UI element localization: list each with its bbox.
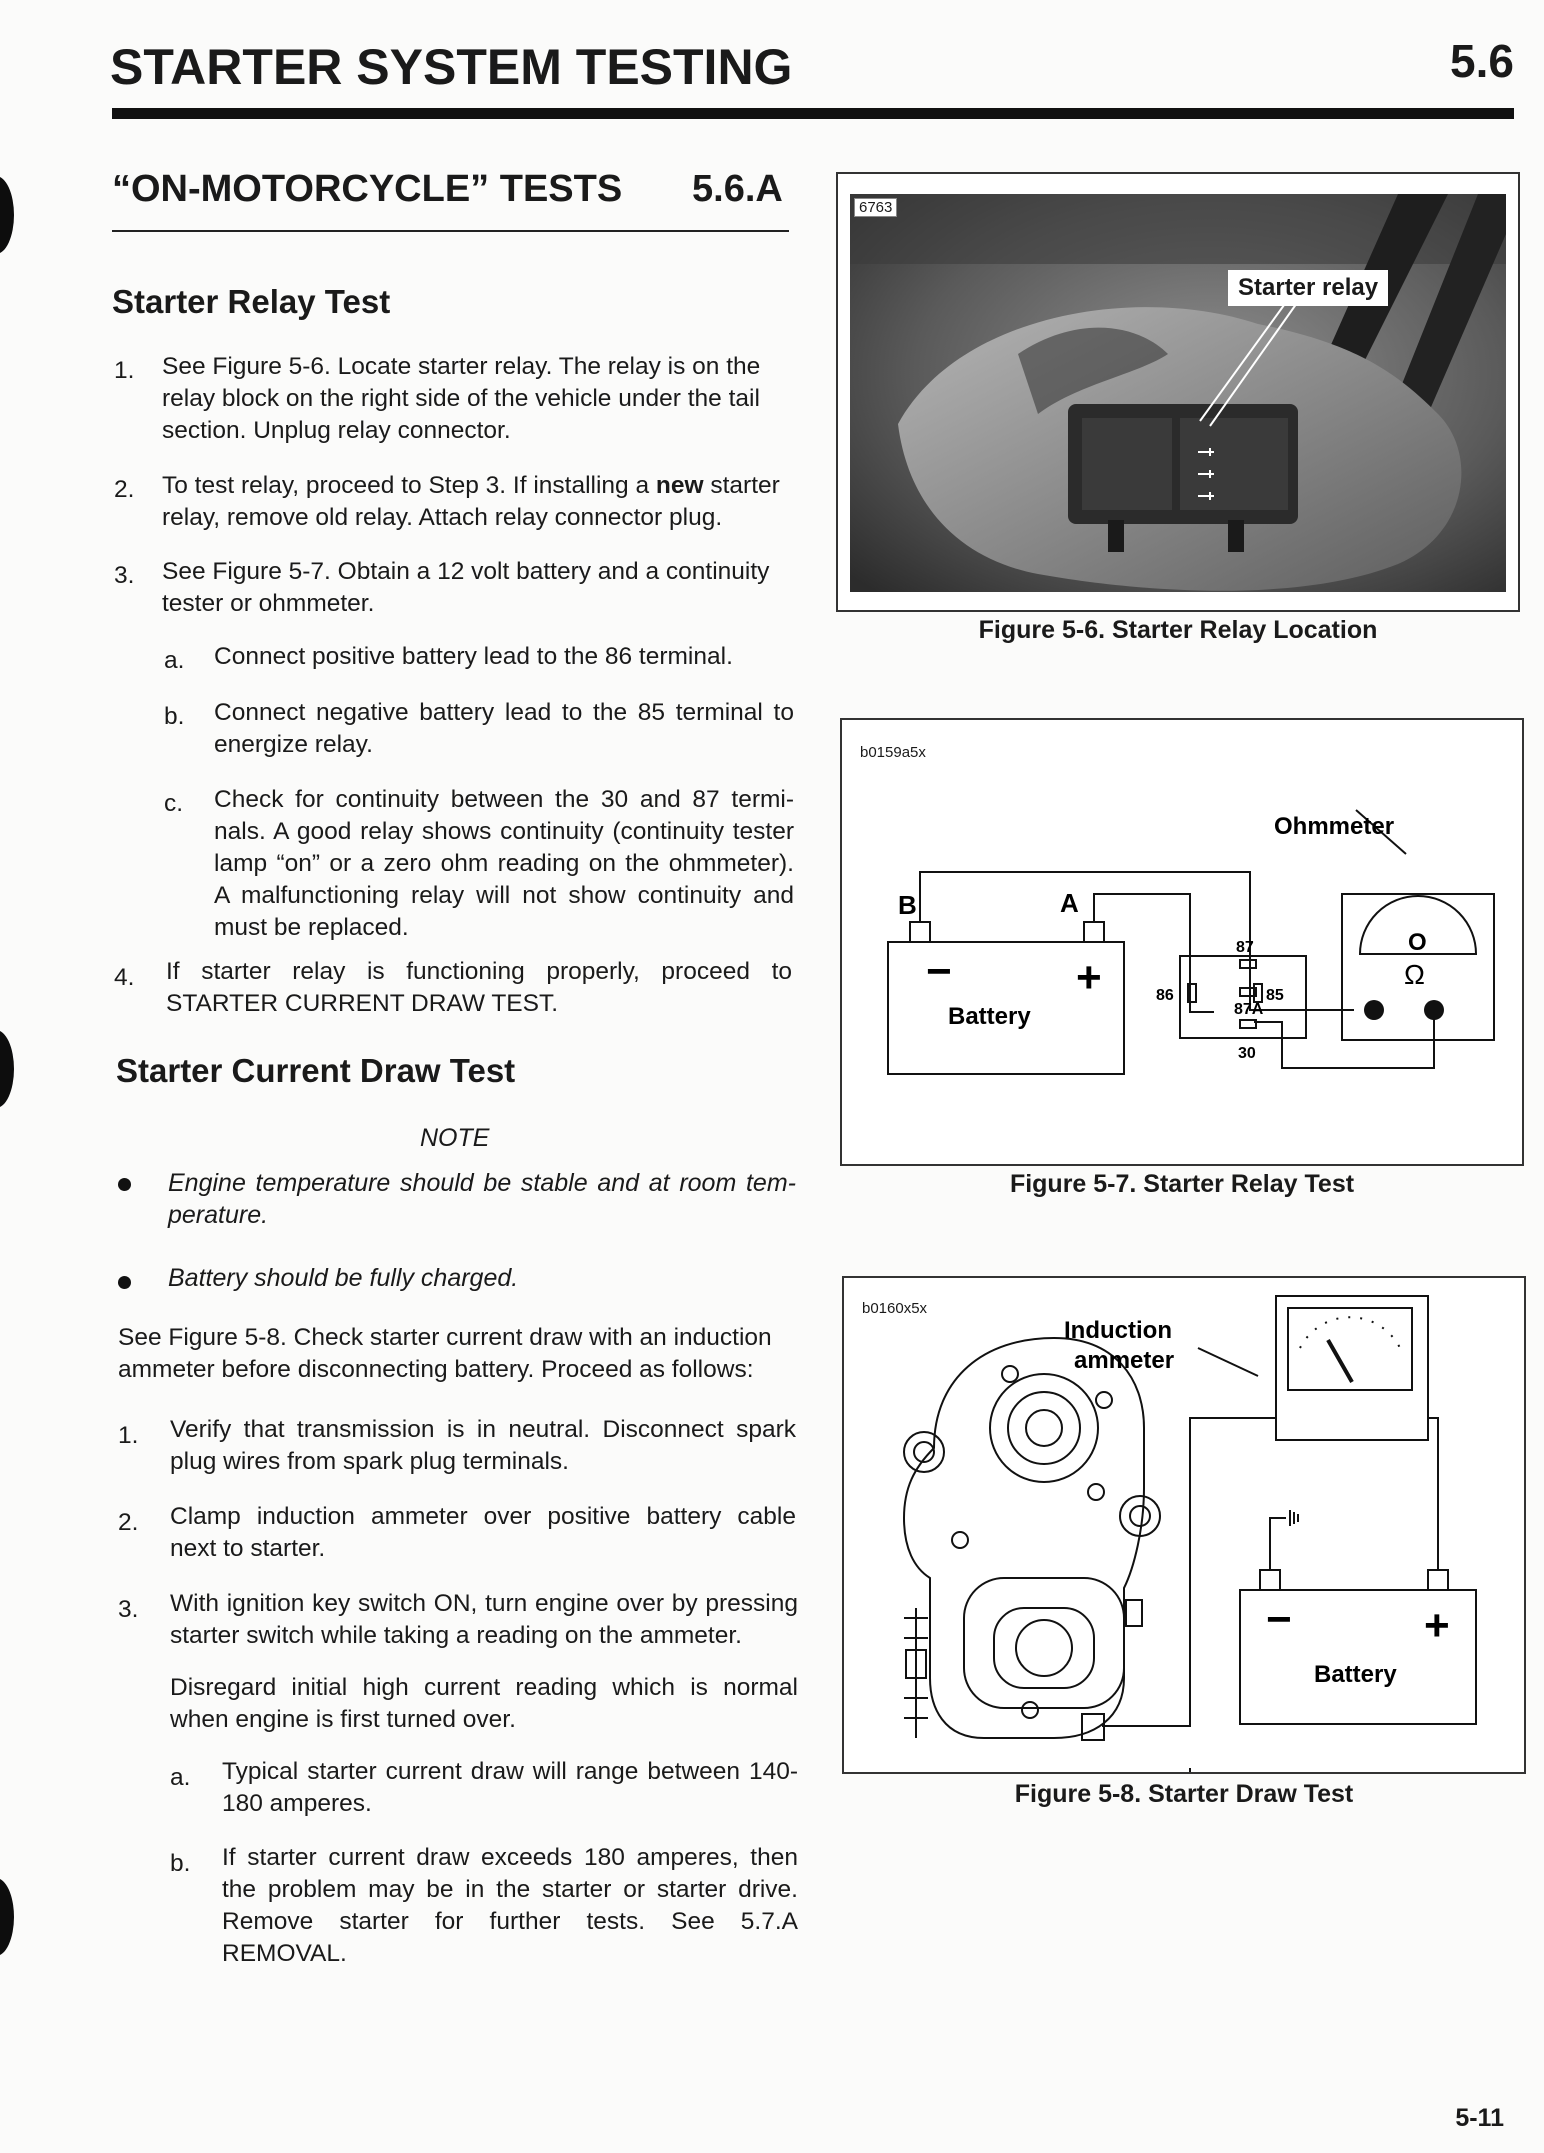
text-line: 180 amperes.	[222, 1790, 372, 1817]
text-line: must be replaced.	[214, 914, 409, 941]
step-number: 2.	[114, 476, 135, 503]
figure-5-8	[842, 1276, 1526, 1774]
note-2: Battery should be fully charged.	[168, 1264, 519, 1292]
text-line: ammeter before disconnecting battery. Proceed as follows:	[118, 1356, 754, 1383]
ohmmeter-label: Ohmmeter	[1274, 813, 1395, 840]
draw-test-diagram	[844, 1278, 1524, 1772]
step-number: 4.	[114, 964, 135, 991]
step-number: 3.	[114, 562, 135, 589]
binder-hole	[0, 176, 14, 254]
draw-substep-a	[222, 1756, 798, 1820]
page-number: 5-11	[1455, 2104, 1504, 2132]
draw-step-1	[170, 1414, 796, 1478]
binder-hole	[0, 1878, 14, 1956]
draw-substep-b	[222, 1842, 798, 1970]
relay-test-heading: Starter Relay Test	[112, 283, 391, 320]
substep-letter: b.	[170, 1850, 191, 1877]
meter-o-label: O	[1408, 929, 1427, 956]
relay-step-3	[162, 556, 802, 620]
draw-step-3	[170, 1588, 798, 1652]
terminal-a-label: A	[1060, 888, 1079, 918]
relay-substep-a	[214, 641, 794, 673]
text-line: plug wires from spark plug terminals.	[170, 1448, 569, 1475]
text-line: Remove starter for further tests. See 5.7.A	[222, 1908, 798, 1935]
figure-tag: 6763	[854, 198, 897, 217]
text-line: the problem may be in the starter or starter drive.	[222, 1876, 798, 1903]
text-line: See Figure 5-8. Check starter current draw with an induction	[118, 1324, 772, 1351]
relay-step-1	[162, 351, 792, 447]
substep-letter: c.	[164, 790, 184, 817]
text-line: tester or ohmmeter.	[162, 590, 375, 617]
step-number: 3.	[118, 1596, 139, 1623]
section-rule	[112, 230, 789, 232]
text-line: Connect positive battery lead to the 86 terminal.	[214, 643, 733, 670]
text-line: Verify that transmission is in neutral. Disconnect spark	[170, 1416, 796, 1443]
text-line: when engine is first turned over.	[170, 1706, 516, 1733]
text-span: starter	[703, 472, 780, 499]
subsection-number: 5.6.A	[692, 168, 783, 210]
text-line: Typical starter current draw will range between 140-	[222, 1758, 798, 1785]
minus-sign: −	[1266, 1595, 1292, 1644]
section-title: “ON-MOTORCYCLE” TESTS	[112, 168, 623, 210]
figure-5-6-caption: Figure 5-6. Starter Relay Location	[978, 616, 1378, 644]
draw-test-heading: Starter Current Draw Test	[116, 1052, 516, 1089]
battery-label: Battery	[1314, 1661, 1397, 1688]
plus-sign: +	[1424, 1601, 1450, 1650]
draw-step-2	[170, 1501, 796, 1565]
figure-5-6	[836, 172, 1520, 612]
figure-5-7	[840, 718, 1524, 1166]
page-title: STARTER SYSTEM TESTING	[110, 39, 793, 95]
binder-hole	[0, 1030, 14, 1108]
section-number: 5.6	[1450, 35, 1514, 87]
text-line: See Figure 5-7. Obtain a 12 volt battery and a continuity	[162, 558, 770, 585]
relay-substep-c	[214, 784, 794, 944]
relay-substep-b	[214, 697, 794, 761]
note-label: NOTE	[420, 1124, 490, 1152]
text-line: Engine temperature should be stable and at room tem-	[168, 1169, 796, 1197]
relay-step-2	[162, 470, 802, 534]
text-line: Connect negative battery lead to the 85 terminal to	[214, 699, 794, 726]
figure-tag: b0160x5x	[862, 1300, 928, 1317]
text-line: REMOVAL.	[222, 1940, 347, 1967]
substep-letter: a.	[170, 1764, 191, 1791]
text-line: With ignition key switch ON, turn engine over by pressing	[170, 1590, 798, 1617]
header-rule	[112, 108, 1514, 119]
text-line: See Figure 5-6. Locate starter relay. The relay is on the	[162, 353, 761, 380]
relay-photo	[838, 174, 1518, 610]
plus-sign: +	[1076, 953, 1102, 1002]
draw-test-intro	[118, 1322, 798, 1386]
omega-symbol: Ω	[1404, 959, 1425, 990]
terminal-86: 86	[1156, 987, 1174, 1004]
text-line: perature.	[168, 1201, 269, 1229]
callout-starter-relay: Starter relay	[1228, 270, 1388, 306]
ammeter-label-line2: ammeter	[1074, 1347, 1175, 1374]
battery-label: Battery	[948, 1003, 1031, 1030]
figure-5-8-caption: Figure 5-8. Starter Draw Test	[1014, 1780, 1354, 1808]
bullet	[118, 1178, 131, 1191]
substep-letter: b.	[164, 703, 185, 730]
text-line: A malfunctioning relay will not show continuity and	[214, 882, 794, 909]
step-number: 2.	[118, 1509, 139, 1536]
substep-letter: a.	[164, 647, 185, 674]
text-line	[162, 470, 802, 502]
terminal-b-label: B	[898, 890, 917, 920]
relay-test-diagram	[842, 720, 1522, 1164]
text-line: Disregard initial high current reading which is normal	[170, 1674, 798, 1701]
text-line: Clamp induction ammeter over positive battery cable	[170, 1503, 796, 1530]
text-line: STARTER CURRENT DRAW TEST.	[166, 990, 559, 1017]
minus-sign: −	[926, 947, 952, 996]
text-line: Check for continuity between the 30 and 87 termi-	[214, 786, 794, 813]
text-line: energize relay.	[214, 731, 373, 758]
step-number: 1.	[118, 1422, 139, 1449]
text-line: nals. A good relay shows continuity (continuity tester	[214, 818, 794, 845]
text-line: If starter relay is functioning properly, proceed to	[166, 958, 792, 985]
step-number: 1.	[114, 357, 135, 384]
figure-5-7-caption: Figure 5-7. Starter Relay Test	[1009, 1170, 1355, 1198]
text-line: section. Unplug relay connector.	[162, 417, 511, 444]
text-line: lamp “on” or a zero ohm reading on the ohmmeter).	[214, 850, 794, 877]
text-line: next to starter.	[170, 1535, 326, 1562]
disregard-note	[170, 1672, 798, 1736]
text-line: relay block on the right side of the vehicle under the tail	[162, 385, 760, 412]
ammeter-label-line1: Induction	[1064, 1317, 1172, 1344]
text-line: relay, remove old relay. Attach relay connector plug.	[162, 504, 723, 531]
text-line: starter switch while taking a reading on the ammeter.	[170, 1622, 742, 1649]
text-line: If starter current draw exceeds 180 amperes, then	[222, 1844, 798, 1871]
terminal-87: 87	[1236, 939, 1254, 956]
text-span: To test relay, proceed to Step 3. If installing a	[162, 472, 656, 499]
terminal-87a: 87A	[1234, 1001, 1264, 1018]
terminal-30: 30	[1238, 1045, 1256, 1062]
note-1	[168, 1167, 796, 1231]
terminal-85: 85	[1266, 987, 1284, 1004]
bullet	[118, 1276, 131, 1289]
figure-tag: b0159a5x	[860, 744, 926, 761]
relay-step-4	[166, 956, 792, 1020]
emphasis-text: new	[655, 472, 704, 499]
